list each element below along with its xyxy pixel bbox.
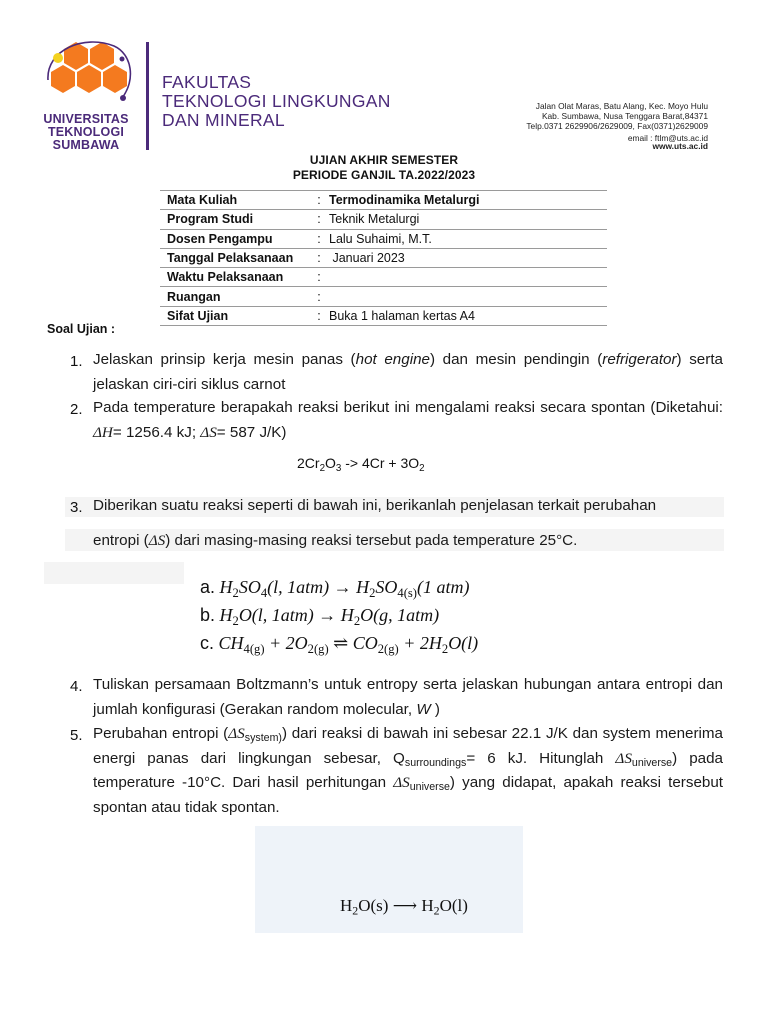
- info-value: Lalu Suhaimi, M.T.: [323, 229, 607, 248]
- website-line: www.uts.ac.id: [652, 141, 708, 151]
- question-number: 5.: [70, 727, 83, 744]
- equation-box: [255, 826, 523, 933]
- reaction-equation: $2Cr_2O_3 -> 4Cr + 3O_2$: [297, 455, 425, 474]
- question-3-line-1: Diberikan suatu reaksi seperti di bawah ini, berikanlah penjelasan terkait perubahan: [93, 497, 657, 514]
- info-row: [160, 191, 607, 210]
- address-line: Jalan Olat Maras, Batu Alang, Kec. Moyo Hulu: [535, 101, 708, 111]
- university-name-line: UNIVERSITAS: [43, 112, 129, 126]
- faculty-name-line: DAN MINERAL: [162, 110, 285, 130]
- info-row: [160, 229, 607, 248]
- question-4-text: Tuliskan persamaan Boltzmann’s untuk entropy serta jelaskan hubungan antara entropi dan jumlah konfigurasi (Gerakan random molecular, W ): [93, 676, 723, 718]
- logo-hexagon: [90, 42, 114, 70]
- info-colon: :: [315, 248, 323, 267]
- info-key: Ruangan: [160, 287, 315, 306]
- info-value: Januari 2023: [323, 248, 607, 267]
- university-name-line: TEKNOLOGI: [47, 125, 125, 139]
- faculty-name-line: TEKNOLOGI LINGKUNGAN: [162, 91, 391, 111]
- melting-equation: $H_2O(s)$ ⟶ $H_2O(l)$: [340, 896, 468, 918]
- info-value: Teknik Metalurgi: [323, 210, 607, 229]
- university-logo: [44, 40, 134, 110]
- logo-hexagon: [64, 42, 88, 70]
- info-key: Mata Kuliah: [160, 191, 315, 210]
- info-key: Dosen Pengampu: [160, 229, 315, 248]
- question-number: 1.: [70, 353, 83, 370]
- info-row: [160, 306, 607, 325]
- header-divider: [146, 42, 149, 150]
- address-line: Telp.0371 2629906/2629009, Fax(0371)2629009: [526, 121, 708, 131]
- question-number: 2.: [70, 401, 83, 418]
- faculty-name-line: FAKULTAS: [162, 72, 252, 92]
- question-3-line-2: entropi (ΔS) dari masing-masing reaksi tersebut pada temperature 25°C.: [93, 532, 578, 549]
- logo-dot: [120, 57, 125, 62]
- info-colon: :: [315, 210, 323, 229]
- info-key: Waktu Pelaksanaan: [160, 268, 315, 287]
- info-key: Program Studi: [160, 210, 315, 229]
- highlight-band: [44, 562, 184, 584]
- reaction-a: a. $H_2SO_4(l$, $1atm) \to H_2SO_{4(s)}(1$ atm): [200, 577, 470, 600]
- logo-dot: [120, 95, 126, 101]
- question-1-text: Jelaskan prinsip kerja mesin panas (hot engine) dan mesin pendingin (refrigerator) serta jelaskan ciri-ciri siklus carnot: [93, 351, 723, 393]
- question-5-text: Perubahan entropi $(\Delta S_{system)})$ dari reaksi di bawah ini sebesar 22.1 J/K dan system menerima energi panas dari lingkungan sebesar, $Q_{surroundings}= 6$ kJ. Hitunglah $\Delta S_{universe}$) pada temperature -10°C. Dari hasil perhitungan $\Delta S_{universe}$) yang didapat, apakah reaksi tersebut spontan atau tidak spontan.: [93, 725, 723, 816]
- info-value: Termodinamika Metalurgi: [323, 191, 607, 210]
- info-key: Sifat Ujian: [160, 306, 315, 325]
- info-colon: :: [315, 229, 323, 248]
- question-number: 3.: [70, 499, 83, 516]
- address-line: Kab. Sumbawa, Nusa Tenggara Barat,84371: [541, 111, 708, 121]
- info-value: [323, 268, 607, 287]
- email-line: email : ftlm@uts.ac.id: [627, 133, 708, 143]
- info-value: Buka 1 halaman kertas A4: [323, 306, 607, 325]
- info-value: [323, 287, 607, 306]
- university-name-line: SUMBAWA: [52, 138, 120, 152]
- reaction-c: c. $CH_{4(g)} + 2O_{2(g)}$ ⇌ $CO_{2(g)} + 2H_2O(l)$: [200, 633, 479, 656]
- logo-hexagon: [51, 65, 75, 93]
- exam-period: PERIODE GANJIL TA.2022/2023: [292, 168, 476, 182]
- exam-title: UJIAN AKHIR SEMESTER: [309, 153, 459, 167]
- info-colon: :: [315, 268, 323, 287]
- info-row: [160, 248, 607, 267]
- info-row: [160, 268, 607, 287]
- info-key: Tanggal Pelaksanaan: [160, 248, 315, 267]
- question-number: 4.: [70, 678, 83, 695]
- info-colon: :: [315, 306, 323, 325]
- info-row: [160, 287, 607, 306]
- info-colon: :: [315, 191, 323, 210]
- logo-hexagon: [77, 65, 101, 93]
- logo-hexagon: [103, 65, 127, 93]
- info-row: [160, 210, 607, 229]
- logo-dot: [53, 53, 63, 63]
- info-colon: :: [315, 287, 323, 306]
- reaction-b: b. $H_2O(l$, $1atm) \to H_2O(g$, 1atm): [200, 605, 440, 628]
- soal-label: Soal Ujian :: [47, 322, 116, 336]
- exam-info-table: [160, 190, 607, 326]
- question-2-text: Pada temperature berapakah reaksi berikut ini mengalami reaksi secara spontan (Diketahui: ΔH= 1256.4 kJ; ΔS= 587 J/K): [93, 399, 723, 441]
